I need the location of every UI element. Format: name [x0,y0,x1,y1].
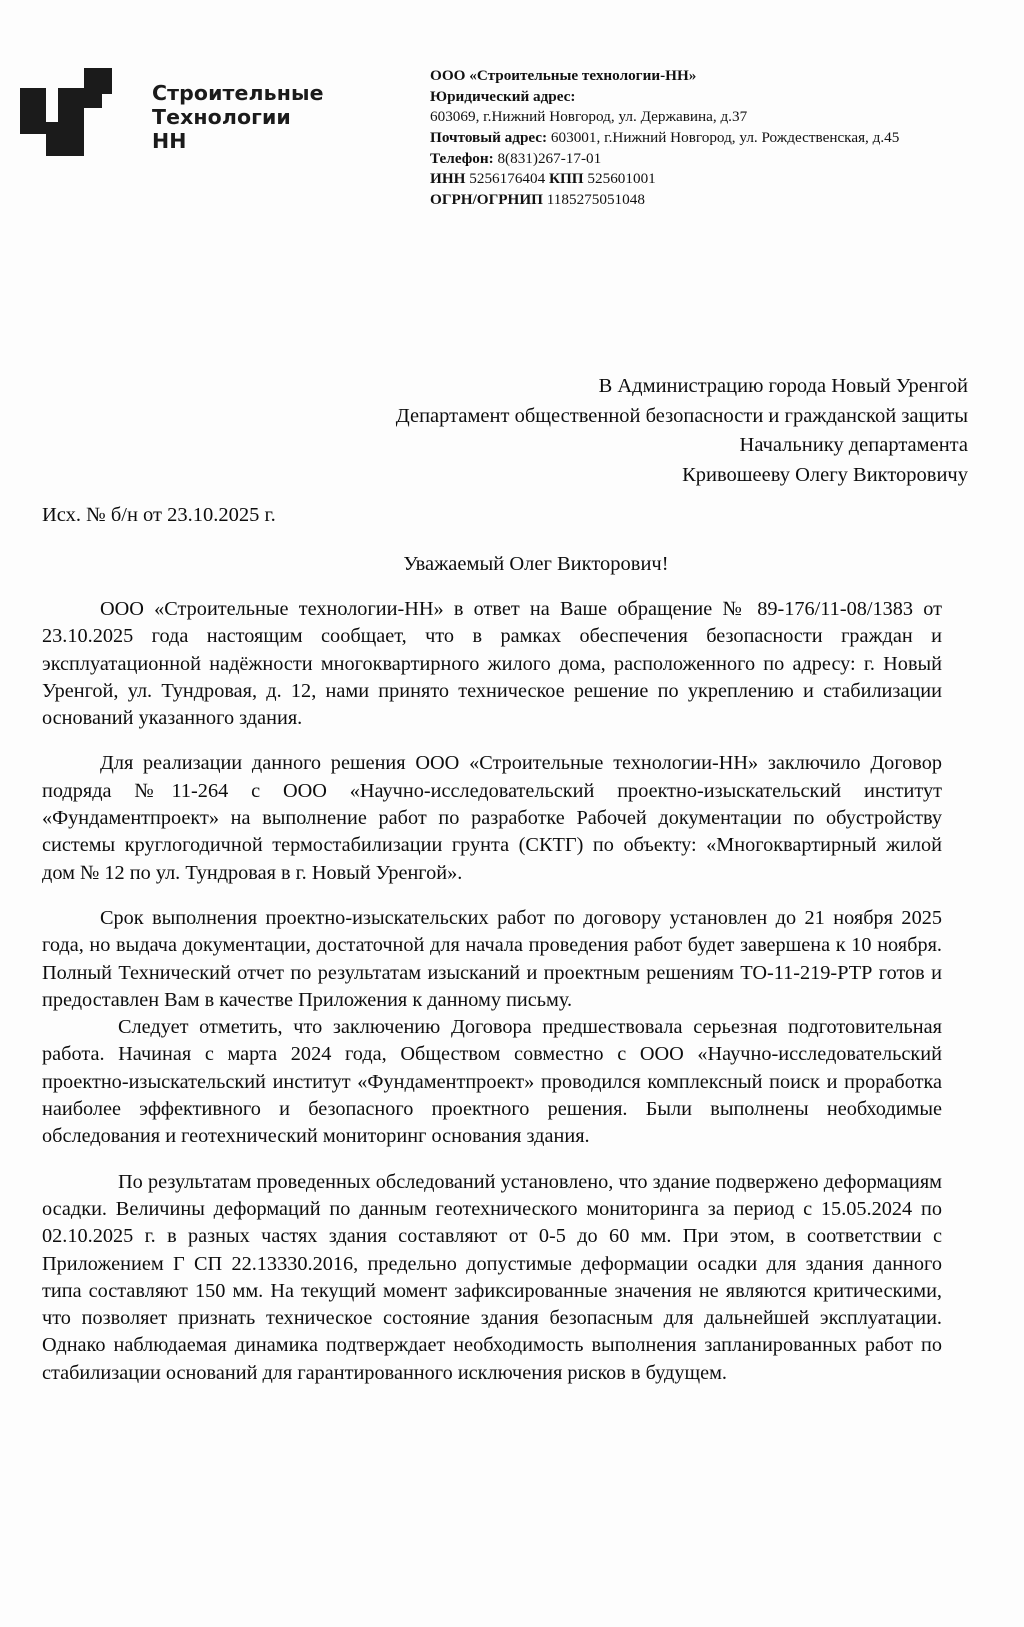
addressee-block [300,372,968,490]
logo-line-3: НН [152,128,187,153]
requisites-company-name: ООО «Строительные технологии-НН» [430,67,697,84]
requisites-ogrn [430,190,899,211]
inn-value: 5256176404 [469,170,546,188]
logo-line-2: Технологии [152,105,291,130]
requisites-phone [430,149,899,170]
body-paragraph: По результатам проведенных обследований установлено, что здание подвержено деформациям осадки. Величины деформаций по данным геотехнического мониторинга за период с 15.05.2024 по 02.10.2025 г. в разных частях здания составляют от 0-5 до 60 мм. При этом, в соответствии с Приложением Г СП 22.13330.2016, предельно допустимые деформации осадки для здания данного типа составляют 150 мм. На текущий момент зафиксированные значения не являются критическими, что позволяет признать техническое состояние здания безопасным для дальнейшей эксплуатации. Однако наблюдаемая динамика подтверждает необходимость выполнения запланированных работ по стабилизации оснований для гарантированного исключения рисков в будущем. [42,1170,942,1384]
addressee-line-3: Начальнику департамента [739,434,968,457]
requisites-inn-kpp [430,169,899,190]
requisites-legal-address-label [430,87,899,108]
requisites-postal-address [430,128,899,149]
requisites-legal-address: 603069, г.Нижний Новгород, ул. Державина, д.37 [430,108,748,126]
construction-tech-logo-icon [18,66,130,170]
postal-address-label: Почтовый адрес: [430,129,548,147]
addressee-line-4: Кривошееву Олегу Викторовичу [682,463,968,486]
logo-line-1: Строительные [152,81,324,106]
greeting: Уважаемый Олег Викторович! [403,553,669,575]
body-paragraph: ООО «Строительные технологии-НН» в ответ на Ваше обращение № 89-176/11-08/1383 от 23.10.2025 года настоящим сообщает, что в рамках обеспечения безопасности граждан и эксплуатационной надёжности многоквартирного жилого дома, расположенного по адресу: г. Новый Уренгой, ул. Тундровая, д. 12, нами принято техническое решение по укреплению и стабилизации оснований указанного здания. [42,598,942,730]
kpp-label: КПП [548,170,584,188]
body-paragraph: Для реализации данного решения ООО «Строительные технологии-НН» заключило Договор подряда №11-264 с ООО «Научно-исследовательский проектно-изыскательский институт «Фундаментпроект» на выполнение работ по разработке Рабочей документации по обустройству системы круглогодичной термостабилизации грунта (СКТГ) по объекту: «Многоквартирный жилой дом № 12 по ул. Тундровая в г. Новый Уренгой». [42,752,942,884]
kpp-value: 525601001 [587,170,656,188]
addressee-line-2: Департамент общественной безопасности и гражданской защиты [395,404,968,427]
postal-address-value: 603001, г.Нижний Новгород, ул. Рождественская, д.45 [550,129,900,147]
addressee-line-1: В Администрацию города Новый Уренгой [598,375,968,397]
outgoing-reference: Исх. № б/н от 23.10.2025 г. [42,504,276,526]
phone-label: Телефон: [430,149,494,167]
phone-value: 8(831)267-17-01 [497,149,602,167]
company-requisites [430,66,899,211]
body-paragraph: Срок выполнения проектно-изыскательских работ по договору установлен до 21 ноября 2025 года, но выдача документации, достаточной для начала проведения работ будет завершена к 10 ноября. Полный Технический отчет по результатам изысканий и проектным решениям ТО-11-219-РТР готов и предоставлен Вам в качестве Приложения к данному письму. [42,906,942,1011]
body-paragraph: Следует отметить, что заключению Договора предшествовала серьезная подготовительная работа. Начиная с марта 2024 года, Обществом совместно с ООО «Научно-исследовательский проектно-изыскательский институт «Фундаментпроект» проводился комплексный поиск и проработка наиболее эффективного и безопасного проектного решения. Были выполнены необходимые обследования и геотехнический мониторинг основания здания. [42,1016,942,1148]
logo-wordmark [152,82,324,153]
legal-address-label: Юридический адрес: [430,87,576,105]
letter-body [42,596,942,1387]
letterhead [0,66,1024,211]
inn-label: ИНН [430,170,466,188]
ogrn-value: 1185275051048 [546,191,645,209]
requisites-company [430,66,899,87]
company-logo [0,66,420,170]
ogrn-label: ОГРН/ОГРНИП [430,191,543,209]
